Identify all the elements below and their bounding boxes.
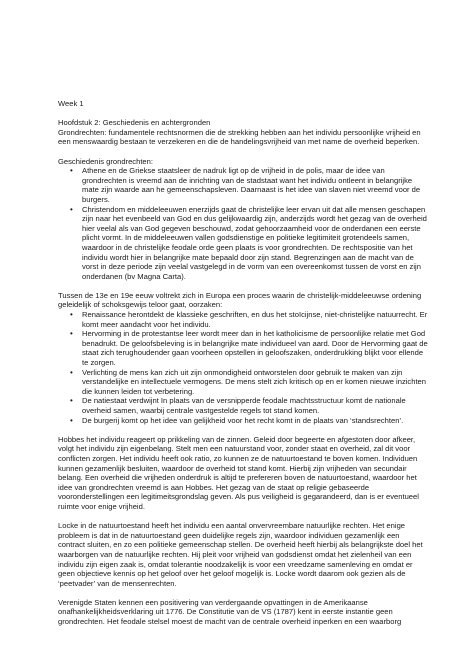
history-list xyxy=(58,166,428,281)
grondrechten-definition: Grondrechten: fundamentele rechtsnormen die de strekking hebben aan het individu persoonlijke vrijheid en een menswaardig bestaan te verzekeren en die de handelingsvrijheid van met name de overheid beperken. xyxy=(58,127,421,147)
list-item: • De burgerij komt op het idee van gelijkheid voor het recht komt in de plaats van ‘standsrechten’. xyxy=(82,416,428,426)
list-item: • Verlichting de mens kan zich uit zijn onmondigheid ontworstelen door gebruik te maken van zijn verstandelijke en intellectuele vermogens. De mens stelt zich kritisch op en er komen nieuwe inzichten die kunnen leiden tot verbetering. xyxy=(82,368,428,397)
transition-paragraph: Tussen de 13e en 19e eeuw voltrekt zich in Europa een proces waarin de christelijk-middeleeuwse ordening geleidelijk of schoksgewijs teloor gaat, oorzaken: xyxy=(58,290,422,310)
list-item: • De natiestaat verdwijnt In plaats van de versnipperde feodale machtsstructuur komt de nationale overheid samen, waarbij centrale vastgestelde regels tot stand komen. xyxy=(82,396,428,415)
spacer xyxy=(58,281,428,291)
list-item: • Hervorming in de protestantse leer wordt meer dan in het katholicisme de persoonlijke relatie met God benadrukt. De geloofsbeleving is in belangrijke mate individueel van aard. Door de Hervorming gaat de staat zich terughoudender gaan voorheen opstellen in geloofszaken, onderdrukking blijkt voor ellende te zorgen. xyxy=(82,329,428,367)
chapter-title: Hoofdstuk 2: Geschiedenis en achtergronden xyxy=(58,118,211,128)
hobbes-paragraph: Hobbes het individu reageert op prikkeling van de zinnen. Geleid door begeerte en afgestoten door afkeer, volgt het individu zijn eigenbelang. Stelt men een natuurstand voor, zonder staat en overheid, zal dit voor conflicten zorgen. Het individu heeft ook ratio, zo kunnen ze de natuurtoestand te boven komen. Individuen kunnen gezamenlijk besluiten, waardoor de overheid tot stand komt. Hierbij zijn vrijheden van secundair belang. Een overheid die vrijheden onderdruk is altijd te prefereren boven de natuurtoestand, waardoor het idee van grondrechten vreemd is aan Hobbes. Het gezag van de staat op religie gebaseerde vooronderstellingen een legitimeitsgrondslag geven. Als pus veiligheid is gegarandeerd, dan is er eventueel ruimte voor enige vrijheid. xyxy=(58,434,419,511)
causes-list xyxy=(58,310,428,425)
spacer xyxy=(58,425,428,435)
history-heading: Geschiedenis grondrechten: xyxy=(58,156,153,166)
list-item: • Christendom en middeleeuwen enerzijds gaat de christelijke leer ervan uit dat alle mensen geschapen zijn naar het evenbeeld van God en dus gelijkwaardig zijn, anderzijds wordt het gezag van de overheid hier veelal als van God gegeven beschouwd, zodat gehoorzaamheid voor de onderdanen een eerste plicht vormt. In de middeleeuwen vallen godsdienstige en politieke legitimiteit grotendeels samen, waardoor in de christelijke feodale orde geen plaats is voor grondrechten. De rechtspositie van het individu wordt hier in belangrijke mate bepaald door zijn stand. Begrenzingen aan de macht van de vorst in deze periode zijn veelal vastgelegd in de vorm van een overeenkomst tussen de vorst en zijn onderdanen (bv Magna Carta). xyxy=(82,205,428,282)
list-item: • Athene en de Griekse staatsleer de nadruk ligt op de vrijheid in de polis, maar de idee van grondrechten is vreemd aan de inrichting van de stadstaat want het individu ontleent in belangrijke mate zijn waarde aan he gemeenschapsleven. Daarnaast is het idee van slaven niet vreemd voor de burgers. xyxy=(82,166,428,204)
spacer xyxy=(58,147,428,157)
united-states-paragraph: Verenigde Staten kennen een positivering van verdergaande opvattingen in de Amerikaanse onafhankelijkheidsverklaring uit 1776. De Constitutie van de VS (1787) kent in eerste instantie geen grondrechten. Het feodale stelsel moest de macht van de centrale overheid inperken en een waarborg xyxy=(58,597,402,627)
spacer xyxy=(58,109,428,119)
spacer xyxy=(58,588,428,598)
list-item: • Renaissance herontdekt de klassieke geschriften, en dus het stoïcijnse, niet-christelijke natuurrecht. Er komt meer aandacht voor het individu. xyxy=(82,310,428,329)
locke-paragraph: Locke in de natuurtoestand heeft het individu een aantal onvervreembare natuurlijke rechten. Het enige probleem is dat in de natuurtoestand geen duidelijke regels zijn, waardoor individuen gezamenlijk een contract sluiten, en zo een politieke gemeenschap stellen. De overheid heeft hierbij als belangrijkste doel het waarborgen van de natuurlijke rechten. Hij pleit voor vrijheid van godsdienst omdat het zielenheil van een individu zijn eigen zaak is, omdat tolerantie noodzakelijk is voor een vreedzame samenleving en omdat er geen objectieve kennis op het geloof over het geloof mogelijk is. Locke wordt daarom ook gezien als de ‘peetvader’ van de mensenrechten. xyxy=(58,521,423,588)
week-label: Week 1 xyxy=(58,99,84,108)
spacer xyxy=(58,512,428,522)
